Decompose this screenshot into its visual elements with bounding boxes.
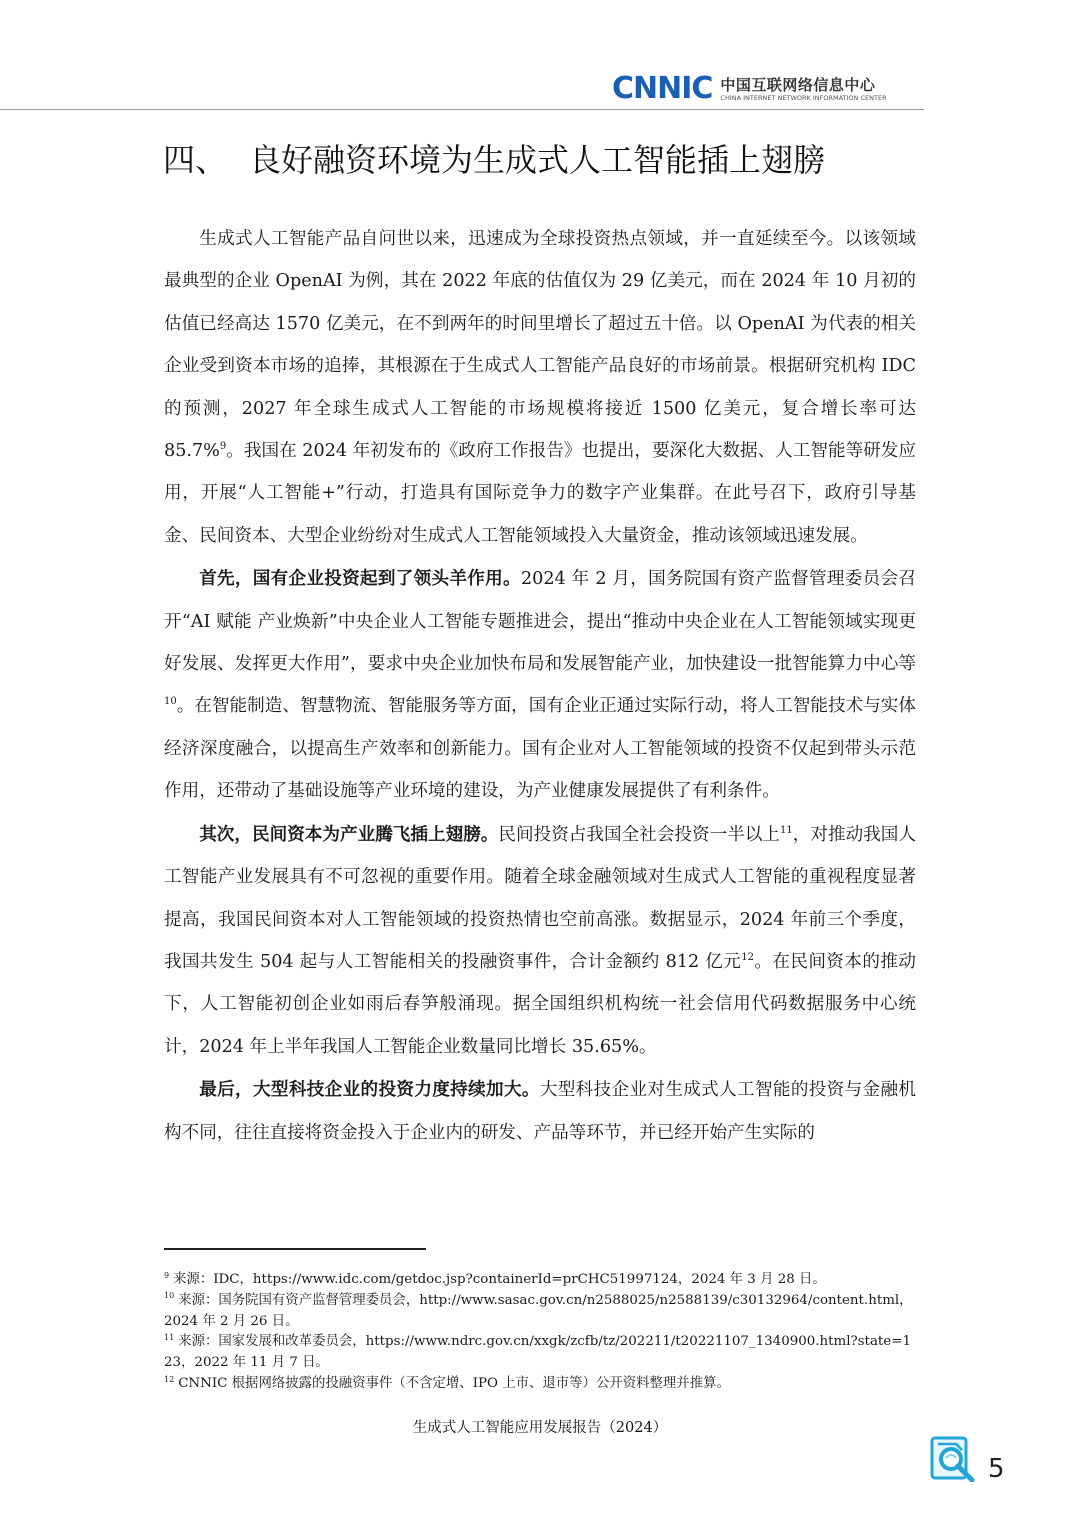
footnotes xyxy=(164,1270,918,1395)
paragraph-text: 。在民间资本的推动下，人工智能初创企业如雨后春笋般涌现。据全国组织机构统一社会信用代码数据服务中心统计，2024 年上半年我国人工智能企业数量同比增长 35.65%。 xyxy=(164,951,916,1057)
paragraph-text: 生成式人工智能产品自问世以来，迅速成为全球投资热点领域，并一直延续至今。以该领域最典型的企业 OpenAI 为例，其在 2022 年底的估值仅为 29 亿美元，而在 2024 年 10 月初的估值已经高达 1570 亿美元，在不到两年的时间里增长了超过五十倍。以 OpenAI 为代表的相关企业受到资本市场的追捧，其根源在于生成式人工智能产品良好的市场前景。根据研究机构 IDC 的预测，2027 年全球生成式人工智能的市场规模将接近 1500 亿美元，复合增长率可达 85.7% xyxy=(164,229,916,462)
footnote-number: 12 xyxy=(164,1374,175,1384)
paragraph-tech-companies xyxy=(164,1069,916,1154)
paragraph-intro xyxy=(164,218,916,557)
section-number: 四、 xyxy=(163,141,228,179)
paragraph-text: 。我国在 2024 年初发布的《政府工作报告》也提出，要深化大数据、人工智能等研发应用，开展“人工智能+”行动，打造具有国际竞争力的数字产业集群。在此号召下，政府引导基金、民间资本、大型企业纷纷对生成式人工智能领域投入大量资金，推动该领域迅速发展。 xyxy=(164,441,916,546)
footnote-10 xyxy=(164,1291,918,1333)
paragraph-text: 2024 年 2 月，国务院国有资产监督管理委员会召开“AI 赋能 产业焕新”中央企业人工智能专题推进会，提出“推动中央企业在人工智能领域实现更好发展、发挥更大作用”，要求中央企业加快布局和发展智能产业，加快建设一批智能算力中心等 xyxy=(164,569,916,675)
body-text xyxy=(164,218,916,1155)
magnifier-document-icon xyxy=(930,1436,976,1482)
footnote-text: 来源：国务院国有资产监督管理委员会，http://www.sasac.gov.cn/n2588025/n2588139/c30132964/content.html，2024 年 2 月 26 日。 xyxy=(164,1292,913,1329)
footnote-number: 9 xyxy=(164,1270,170,1280)
footnote-separator xyxy=(164,1248,426,1250)
logo-wordmark: CNNIC xyxy=(612,71,713,106)
paragraph-text: 大型科技企业对生成式人工智能的投资与金融机构不同，往往直接将资金投入于企业内的研发、产品等环节，并已经开始产生实际的 xyxy=(164,1080,916,1143)
footnote-ref-11[interactable]: 11 xyxy=(780,824,793,836)
footnote-text: 来源：IDC，https://www.idc.com/getdoc.jsp?containerId=prCHC51997124，2024 年 3 月 28 日。 xyxy=(173,1272,826,1287)
section-heading xyxy=(163,138,825,182)
footnote-text: 来源：国家发展和改革委员会，https://www.ndrc.gov.cn/xxgk/zcfb/tz/202211/t20221107_1340900.html?state=123，2022 年 11 月 7 日。 xyxy=(164,1334,911,1371)
footnote-ref-9[interactable]: 9 xyxy=(219,441,227,453)
cnnic-logo xyxy=(612,71,887,106)
footnote-text: CNNIC 根据网络披露的投融资事件（不含定增、IPO 上市、退市等）公开资料整理并推算。 xyxy=(178,1375,730,1391)
paragraph-lead: 最后，大型科技企业的投资力度持续加大。 xyxy=(199,1079,540,1101)
footnote-11 xyxy=(164,1332,918,1374)
footnote-12 xyxy=(164,1374,918,1395)
footnote-ref-10[interactable]: 10 xyxy=(164,696,177,708)
section-title: 良好融资环境为生成式人工智能插上翅膀 xyxy=(249,141,826,179)
footnote-ref-12[interactable]: 12 xyxy=(741,952,754,964)
paragraph-text: 。在智能制造、智慧物流、智能服务等方面，国有企业正通过实际行动，将人工智能技术与实体经济深度融合，以提高生产效率和创新能力。国有企业对人工智能领域的投资不仅起到带头示范作用，还带动了基础设施等产业环境的建设，为产业健康发展提供了有利条件。 xyxy=(164,696,916,802)
logo-chinese-name: 中国互联网络信息中心 xyxy=(720,75,876,94)
paragraph-text: 民间投资占我国全社会投资一半以上 xyxy=(498,824,781,845)
paragraph-lead: 其次，民间资本为产业腾飞插上翅膀。 xyxy=(199,823,499,845)
header-rule xyxy=(0,109,924,110)
footnote-9 xyxy=(164,1270,918,1291)
page-number: 5 xyxy=(988,1454,1005,1484)
logo-english-name: CHINA INTERNET NETWORK INFORMATION CENTER xyxy=(720,93,887,102)
paragraph-lead: 首先，国有企业投资起到了领头羊作用。 xyxy=(199,568,521,590)
footnote-number: 10 xyxy=(164,1291,175,1301)
paragraph-text: ，对推动我国人工智能产业发展具有不可忽视的重要作用。随着全球金融领域对生成式人工智能的重视程度显著提高，我国民间资本对人工智能领域的投资热情也空前高涨。数据显示，2024 年前三个季度，我国共发生 504 起与人工智能相关的投融资事件，合计金额约 812 亿元 xyxy=(164,824,916,972)
footnote-number: 11 xyxy=(164,1332,175,1342)
logo-text xyxy=(720,76,886,103)
paragraph-state-enterprises xyxy=(164,558,916,812)
paragraph-private-capital xyxy=(164,814,916,1068)
report-title-footer: 生成式人工智能应用发展报告（2024） xyxy=(412,1420,668,1436)
